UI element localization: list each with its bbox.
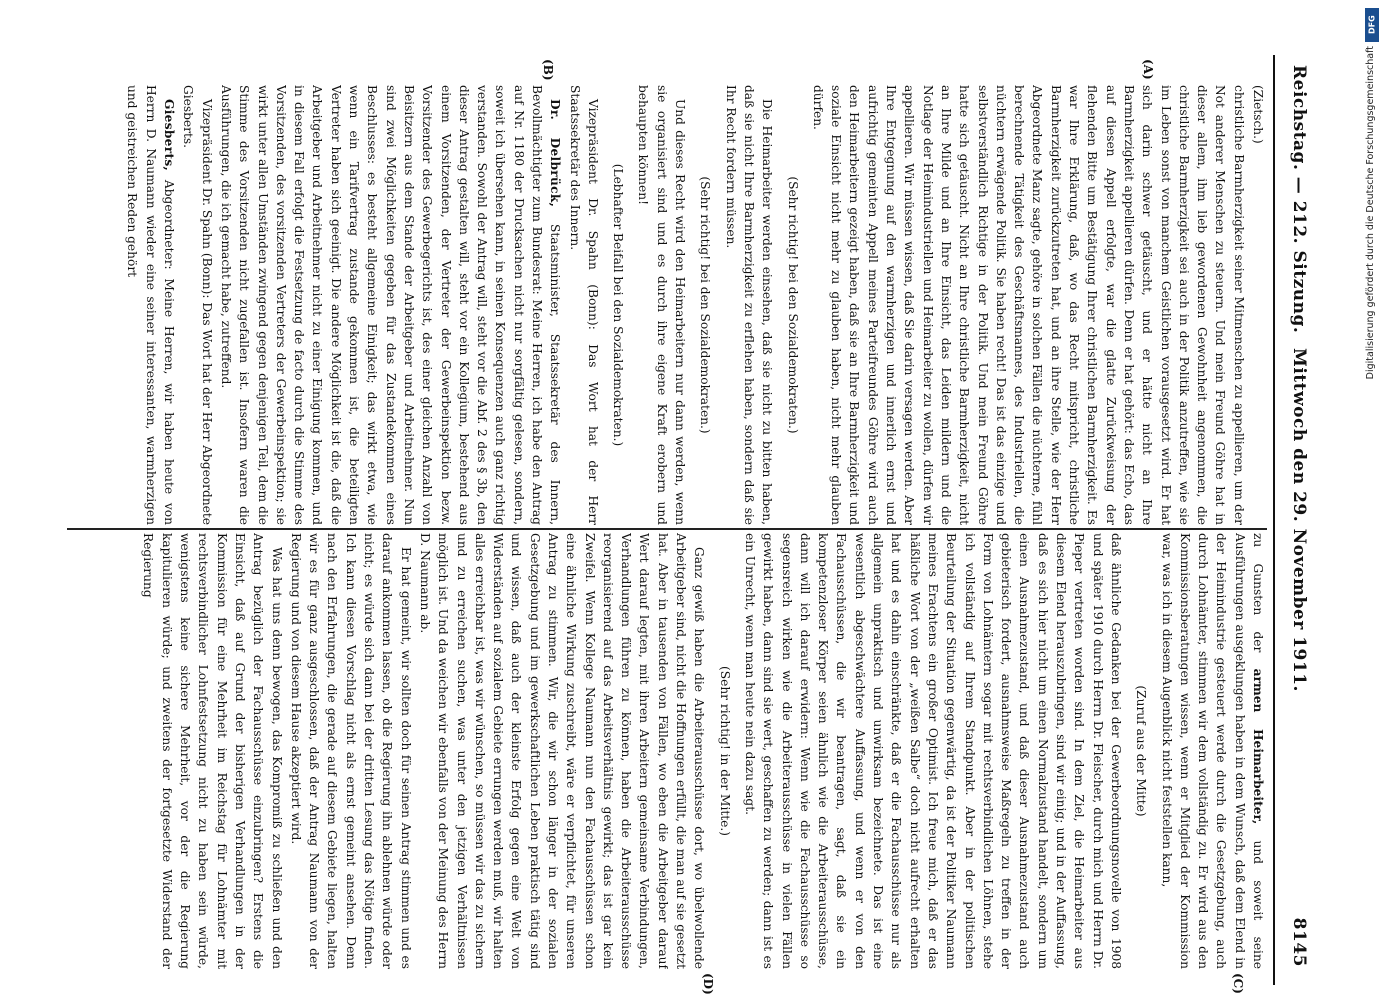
header-rule <box>1273 55 1275 985</box>
paragraph <box>123 85 178 525</box>
digitization-credit <box>1365 8 1379 508</box>
page-header <box>1273 55 1315 985</box>
applause-note: (Lebhafter Beifall bei den Sozialdemokraten.) <box>611 163 626 447</box>
paragraph <box>1157 533 1267 969</box>
paragraph: Vizepräsident Dr. Spahn (Bonn): Das Wort hat der Herr Abgeordnete Giesberts. <box>181 85 214 525</box>
speaker-tag: (Zietsch.) <box>1251 85 1265 144</box>
interjection: (Sehr richtig! in der Mitte.) <box>717 666 732 836</box>
paragraph: christliche Barmherzigkeit seiner Mitmenschen zu appellieren, um der Not anderer Menschen zu steuern. Und mein Freund Göhre hat in dieser allem, ihm lieb gewordenen Gewohnheit angenommen, die christliche Barmherzigkeit sei auch in der Politik anzutreffen, wie sie im Leben sonst von manchem Geistlichen vorausgesetzt wird. Er hat sich darin schwer getäuscht, und er hätte nicht an Ihre Barmherzigkeit appellieren dürfen. Denn er hat gehört: das Echo, das auf diesen Appell erfolgte, war die glatte Zurückweisung der flehenden Bitte um Bestätigung Ihrer christlichen Barmherzigkeit. Es war Ihre Erklärung, daß, wo das Recht mitspricht, christliche Barmherzigkeit zurückzutreten hat, und an ihre Stelle, wie der Herr Abgeordnete Manz sagte, gehöre in solchen Fällen die nüchterne, fühl berechnende Tätigkeit des Geschäftsmannes, des Industriellen, die nüchtern erwägende Politik. Sie haben recht! Das ist das einzige und selbstverständlich Richtige in der Politik. Und mein Freund Göhre hatte sich getäuscht. Nicht an Ihre christliche Barmherzigkeit, nicht an Ihre Milde und an Ihre Einsicht, das Leiden mildern und die Notlage der Heimindustriellen und Heimarbeiter zu wollen, dürfen wir appellieren. Wir müssen wissen, daß Sie darin versagen werden. Aber Ihre Entgegnung auf den warmherzigen und innerlich ernst und aufrichtig gemeinten Appell meines Parteifreundes Göhre wird auch den Heimarbeitern gezeigt haben, daß sie an Ihre Barmherzigkeit und soziale Einsicht nicht mehr zu glauben haben, nicht mehr glauben dürfen. <box>810 85 1246 525</box>
page-number: 8145 <box>1289 917 1309 967</box>
paragraph: Was hat uns denn bewogen, das Kompromiß zu schließen und den Antrag bezüglich der Fachausschüsse einzubringen? Erstens die Einsicht, daß auf Grund der bisherigen Verhandlungen in der Kommission für eine Mehrheit im Reichstag für Lohnämter mit rechtsverbindlicher Lohnfestsetzung nicht zu haben sein würde, wenigstens keine sichere Mehrheit, vor der die Regierung kapitulieren würde; und zweitens der fortgesetzte Widerstand der Regierung <box>141 533 284 969</box>
speaker-name: Dr. Delbrück, <box>548 99 563 208</box>
interjection: (Sehr richtig! bei den Sozialdemokraten.) <box>698 176 713 434</box>
paragraph: daß ähnliche Gedanken bei der Gewerbeordnungsnovelle von 1908 und später 1910 durch Herrn Dr. Fleischer, durch mich und Herrn Dr. Pieper vertreten worden sind. In dem Ziel, die Heimarbeiter aus diesem Elend herauszubringen, sind wir einig; und in der Auffassung, daß es sich hier nicht um einen Normalzustand handelt, sondern um einen Ausnahmezustand, und daß dieser Ausnahmezustand auch gebieterisch fordert, ausnahmsweise Maßregeln zu treffen in der Form von Lohnämtern sogar mit rechtsverbindlichen Löhnen, stehe ich vollständig auf Ihrem Standpunkt. Aber in der politischen Beurteilung der Situation gegenwärtig, da ist der Politiker Naumann meines Erachtens ein großer Optimist. Ich freue mich, daß er das häßliche Wort von der „weißen Salbe“ doch nicht aufrecht erhalten hat und es dahin einschränkte, daß er die Fachausschüsse nur als allgemein unpraktisch und unwirksam bezeichnete. Das ist eine wesentlich abgeschwächtere Auffassung, und wenn er von den Fachausschüssen, die wir beantragen, sagt, daß sie ein kompetenzloser Körper seien ähnlich wie die Arbeiterausschüsse, dann will ich darauf erwidern: Wenn wie die Fachausschüsse so segensreich wirken wie die Arbeiterausschüsse in vielen Fällen gewirkt haben, dann sind sie wert, geschaffen zu werden; dann ist es ein Unrecht, wenn man heute nein dazu sagt. <box>742 533 1123 969</box>
rotated-document-page <box>55 55 1315 995</box>
dfg-logo-icon: DFG <box>1365 8 1379 42</box>
paragraph: Und dieses Recht wird den Heimarbeitern nur dann werden, wenn sie organisiert sind und es durch ihre eigene Kraft erobern und behaupten können! <box>636 85 688 525</box>
text-run: zu Gunsten der <box>1251 533 1265 669</box>
right-column <box>67 533 1267 969</box>
column-divider <box>67 528 1267 530</box>
credit-text: Digitalisierung gefördert durch die Deutsche Forschungsgemeinschaft <box>1365 46 1376 380</box>
paragraph: Vizepräsident Dr. Spahn (Bonn): Das Wort hat der Herr Staatssekretär des Innern. <box>567 85 600 525</box>
margin-marker-d: (D) <box>701 973 715 995</box>
paragraph <box>217 85 565 525</box>
margin-marker-b: (B) <box>541 59 555 81</box>
speaker-name: Giesberts, <box>162 99 177 172</box>
margin-marker-c: (C) <box>1231 973 1245 994</box>
interjection: (Zuruf aus der Mitte) <box>1134 685 1149 817</box>
header-left: Reichstag. — 212. Sitzung. <box>1289 65 1309 334</box>
paragraph: Er hat gemeint, wir sollten doch für seinen Antrag stimmen und es darauf ankommen lassen, ob die Regierung ihn ablehnen würde oder nicht; es würde sich dann bei der dritten Lesung das Nötige finden. Ich kann diesen Vorschlag nicht als ernst gemeint ansehen. Denn nach den Erfahrungen, die gerade auf diesem Gebiete liegen, halten wir es für ganz ausgeschlossen, daß der Antrag Naumann von der Regierung und von diesem Hause akzeptiert wird. <box>288 533 413 969</box>
margin-marker-a: (A) <box>1141 59 1155 80</box>
header-date: Mittwoch den 29. November 1911. <box>1289 348 1309 692</box>
interjection: (Sehr richtig! bei den Sozialdemokraten.) <box>785 176 800 434</box>
paragraph: Die Heimarbeiter werden einsehen, daß sie nicht zu bitten haben, daß sie nicht Ihre Barmherzigkeit zu erflehen haben, sondern daß sie Ihr Recht fordern müssen. <box>723 85 775 525</box>
paragraph: Ganz gewiß haben die Arbeiterausschüsse dort, wo übelwollende Arbeitgeber sind, nicht die Hoffnungen erfüllt, die man auf sie gesetzt hat. Aber in tausenden von Fällen, wo eben die Arbeitgeber darauf Wert darauf legten, mit ihren Arbeitern gemeinsame Verbindungen, Verhandlungen führen zu können, haben die Arbeiterausschüsse reorganisierend auf das Arbeitsverhältnis gewirkt; das ist gar kein Zweifel. Wenn Kollege Naumann nun den Fachausschüssen schon eine ähnliche Wirkung zuschreibt, wäre er verpflichtet, für unseren Antrag zu stimmen. Wir, die wir schon länger in der sozialen Gesetzgebung und im gewerkschaftlichen Leben praktisch tätig sind und wissen, daß auch der kleinste Erfolg gegen eine Welt von Widerständen auf sozialem Gebiete errungen werden muß, wir halten alles erreichbar ist, was wir wünschen, so müssen wir das zu sichern und zu erreichen suchen, was unter den jetzigen Verhältnissen möglich ist. Und da weichen wir ebenfalls von der Meinung des Herrn D. Naumann ab. <box>417 533 707 969</box>
speech-text: Staatsminister, Staatssekretär des Innern, Bevollmächtigter zum Bundesrat: Meine Herren, ich habe den Antrag auf Nr. 1180 der Drucksachen nicht nur sorgfältig gelesen, sondern, soweit ich übersehen kann, in seinen Konsequenzen auch ganz richtig verstanden. Sowohl der Antrag will, steht vor die Abf. 2 des § 3b, den dieser Antrag gestalten will, steht vor ein Kollegium, bestehend aus einem Vorsitzenden, der Vertreter der Gewerbeinspektion bezw. Vorsitzender des Gewerbegerichts ist, des einer gleichen Anzahl von Beisitzern aus dem Stande der Arbeitgeber und Arbeitnehmer. Nun sind zwei Möglichkeiten gegeben für das Zustandekommen eines Beschlusses: es besteht allgemeine Einigkeit; das wirkt etwa, wie wenn ein Tarifvertrag zustande gekommen ist, die beteiligten Vertreter haben sich geeinigt. Die andere Möglichkeit ist die, daß die Arbeitgeber und Arbeitnehmer nicht zu einer Einigung kommen, und in diesem Fall erfolgt die Festsetzung de facto durch die Stimme des Vorsitzenden, des vorsitzenden Vertreters der Gewerbeinspektion; sie wirkt unter allen Umständen zwingend gegen denjenigen Teil, dem die Stimme des Vorsitzenden nicht zugefallen ist. Insofern waren die Ausführungen, die ich gemacht habe, zutreffend. <box>218 85 563 525</box>
left-column <box>67 85 1267 525</box>
emphasis: armen Heimarbeiter, <box>1251 668 1265 825</box>
text-run: und soweit seine Ausführungen ausgeklungen haben in dem Wunsch, daß dem Elend in der Heimindustrie gesteuert werde durch die Gesetzgebung, auch durch Lohnämter, stimmen wir dem vollständig zu. Er wird aus den Kommissionsberatungen wissen, wenn er Mitglied der Kommission war, was ich in diesem Augenblick nicht feststellen kann, <box>1159 533 1265 969</box>
speech-text: Abgeordneter: Meine Herren, wir haben heute von Herrn D. Naumann wieder eine seiner interessanten, warmherzigen und geistreichen Reden gehört <box>125 85 177 525</box>
